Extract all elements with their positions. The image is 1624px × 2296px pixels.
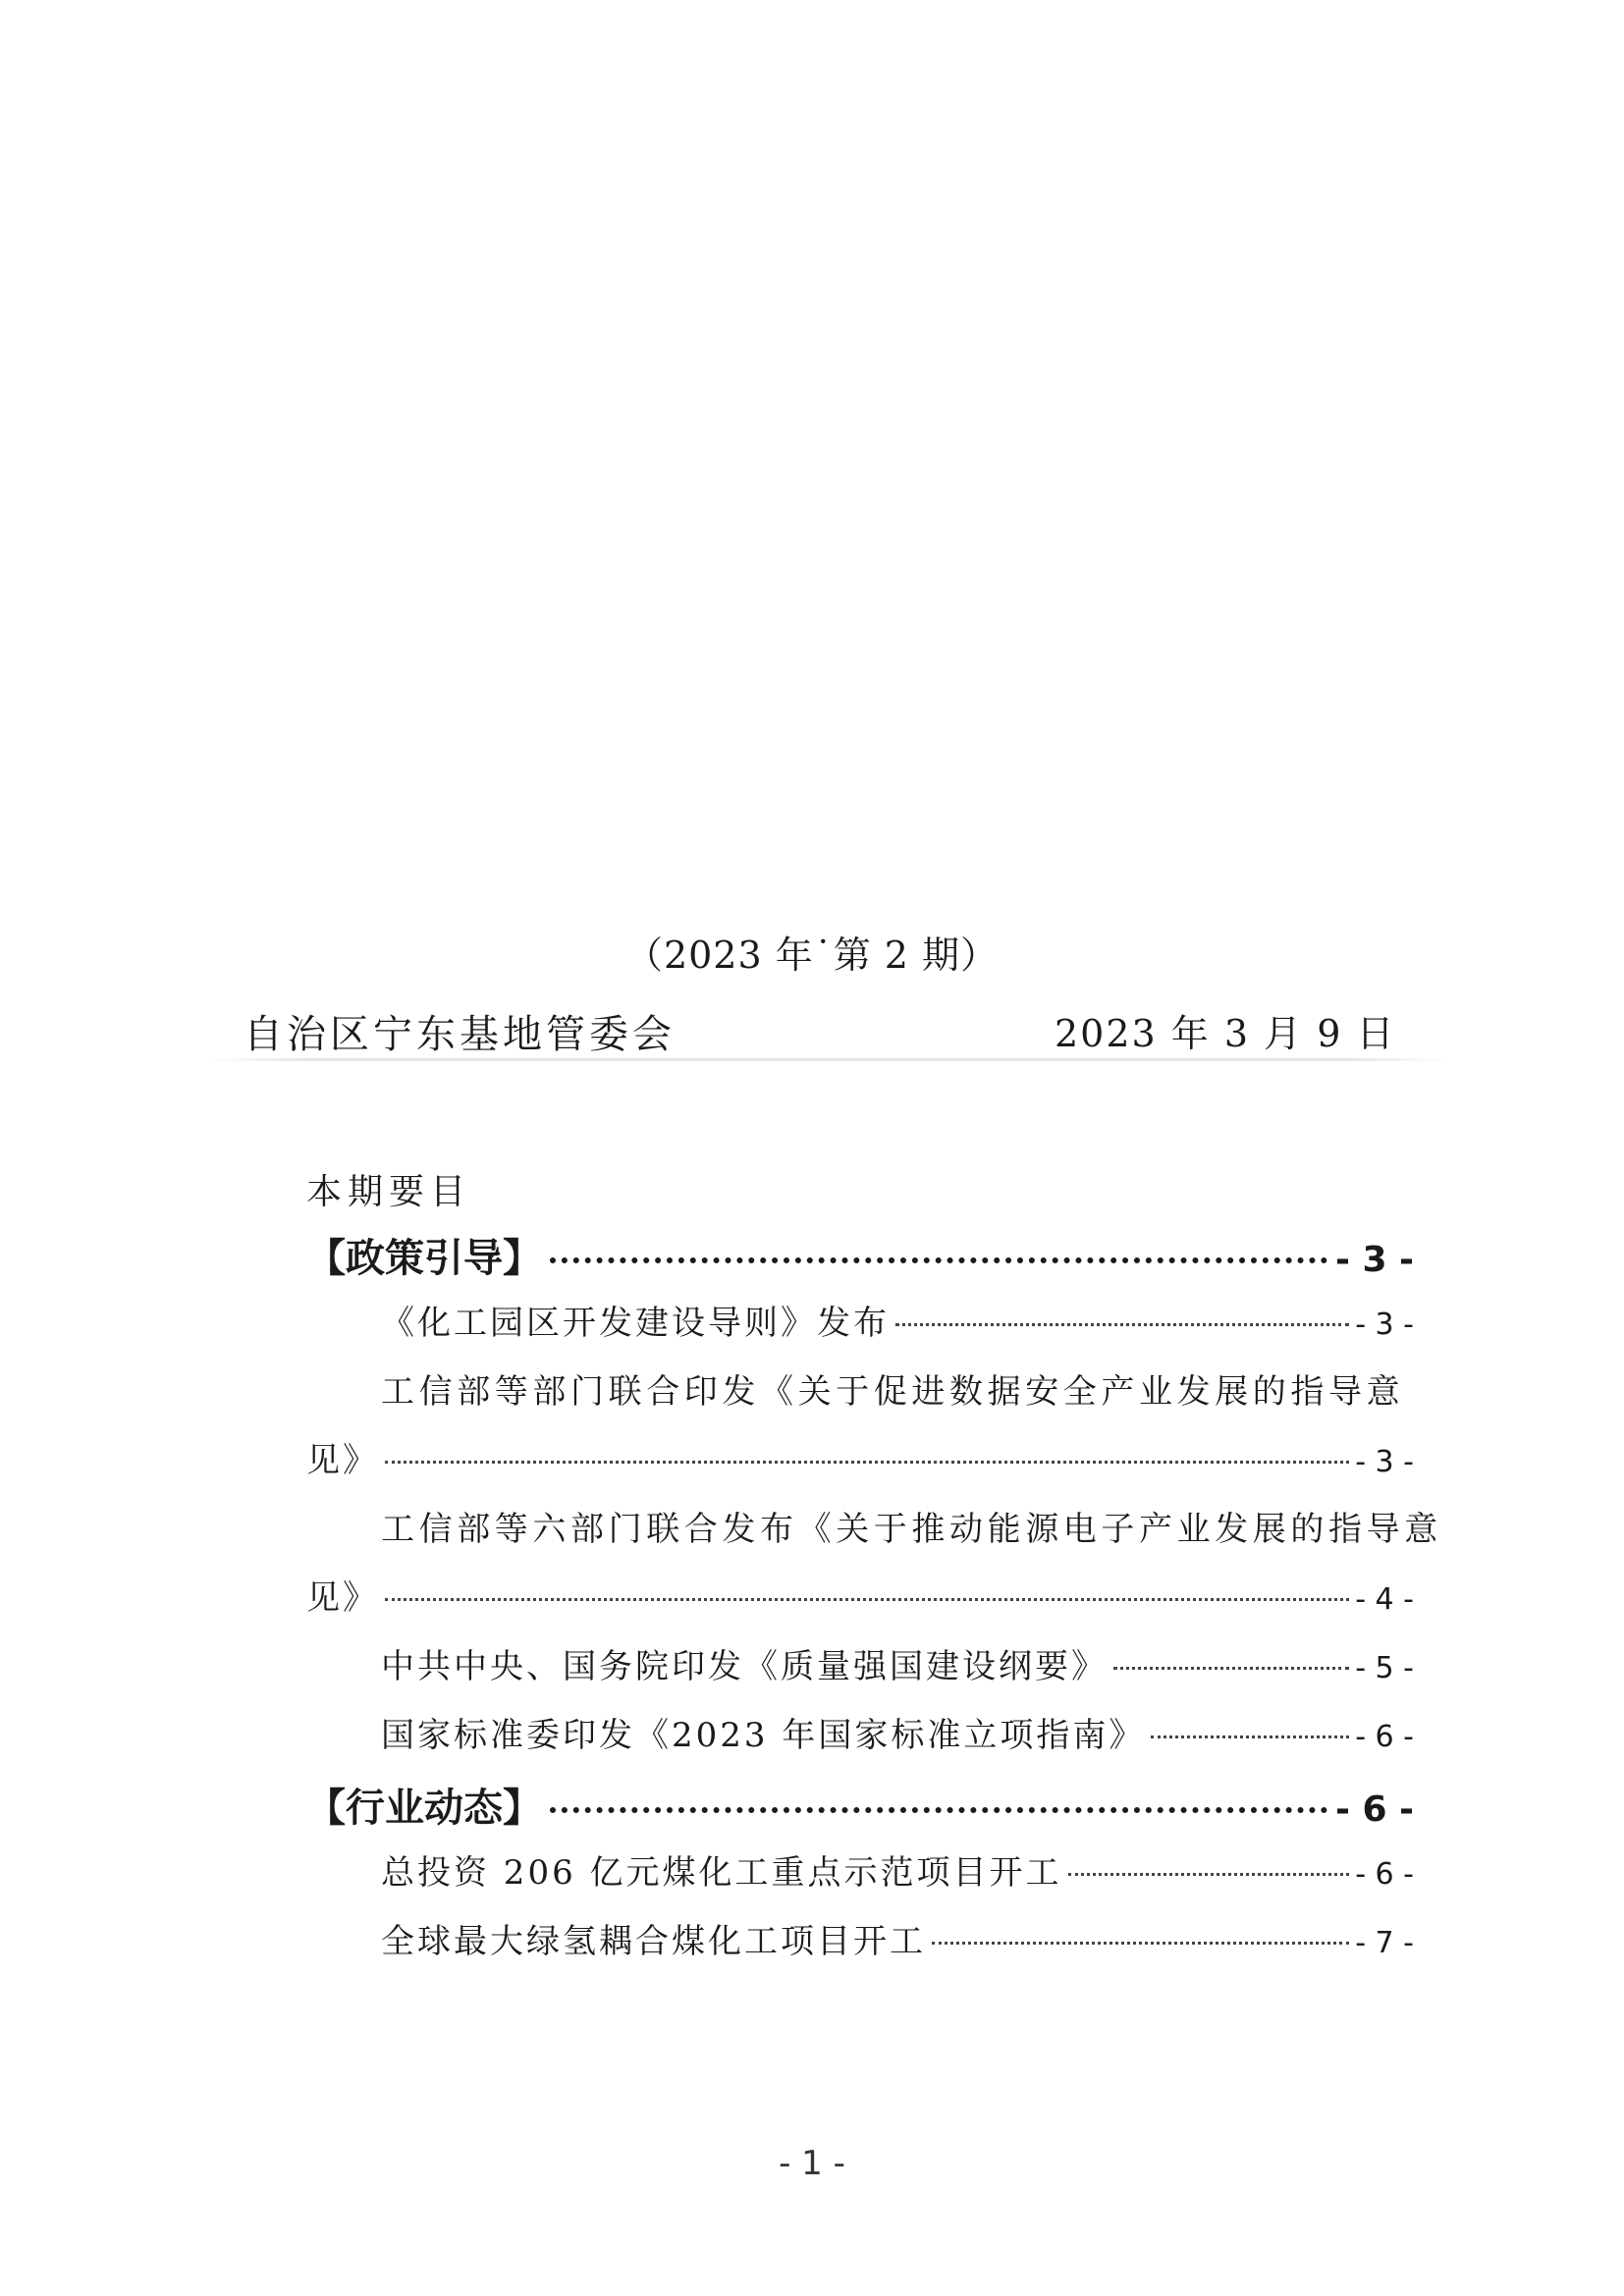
dot-leader [1113, 1667, 1349, 1670]
toc-page-number: - 4 - [1355, 1582, 1414, 1617]
toc-entry-text: 《化工园区开发建设导则》发布 [381, 1304, 890, 1343]
table-of-contents [306, 1227, 1442, 1983]
dot-leader [385, 1598, 1349, 1601]
dot-leader [550, 1807, 1327, 1813]
toc-entry[interactable] [306, 1639, 1414, 1708]
footer-page-number: - 1 - [779, 2144, 845, 2183]
toc-entry[interactable] [306, 1502, 1442, 1639]
dot-leader [385, 1461, 1349, 1464]
toc-entry-text: 全球最大绿氢耦合煤化工项目开工 [381, 1922, 926, 1961]
dot-leader [895, 1323, 1349, 1326]
toc-entry-text: 见》 [306, 1441, 379, 1480]
toc-page-number: - 7 - [1355, 1926, 1414, 1960]
toc-entry-text: 总投资 206 亿元煤化工重点示范项目开工 [381, 1853, 1062, 1893]
toc-page-number: - 6 - [1355, 1720, 1414, 1754]
header-divider [206, 1058, 1447, 1061]
dot-leader [932, 1942, 1349, 1945]
toc-entry-text: 工信部等六部门联合发布《关于推动能源电子产业发展的指导意 [381, 1510, 1442, 1549]
toc-entry[interactable] [306, 1296, 1414, 1364]
toc-entry-text: 国家标准委印发《2023 年国家标准立项指南》 [381, 1716, 1146, 1755]
toc-entry-text: 工信部等部门联合印发《关于促进数据安全产业发展的指导意 [381, 1372, 1405, 1412]
toc-entry[interactable] [306, 1914, 1414, 1983]
toc-heading-text: 【行业动态】 [306, 1785, 542, 1831]
toc-page-number: - 6 - [1335, 1789, 1414, 1830]
toc-entry[interactable] [306, 1364, 1414, 1502]
toc-entry-continuation [306, 1571, 1414, 1639]
toc-page-number: - 3 - [1355, 1308, 1414, 1342]
toc-heading-text: 【政策引导】 [306, 1235, 542, 1281]
toc-page-number: - 3 - [1335, 1240, 1414, 1280]
toc-entry-continuation [306, 1433, 1414, 1502]
toc-entry[interactable] [306, 1708, 1414, 1777]
toc-entry-text: 见》 [306, 1578, 379, 1618]
dot-leader [550, 1257, 1327, 1263]
dot-leader [1068, 1873, 1350, 1876]
publish-date: 2023 年 3 月 9 日 [1055, 1012, 1396, 1055]
issue-number: （2023 年˙第 2 期） [624, 934, 1000, 977]
toc-title: 本期要目 [306, 1172, 472, 1212]
toc-section-heading[interactable] [306, 1777, 1414, 1845]
dot-leader [1151, 1735, 1349, 1738]
toc-entry[interactable] [306, 1845, 1414, 1914]
toc-page-number: - 3 - [1355, 1445, 1414, 1479]
toc-entry-text: 中共中央、国务院印发《质量强国建设纲要》 [381, 1647, 1108, 1686]
toc-page-number: - 5 - [1355, 1651, 1414, 1685]
organization-name: 自治区宁东基地管委会 [244, 1012, 676, 1057]
toc-page-number: - 6 - [1355, 1857, 1414, 1892]
toc-section-heading[interactable] [306, 1227, 1414, 1296]
